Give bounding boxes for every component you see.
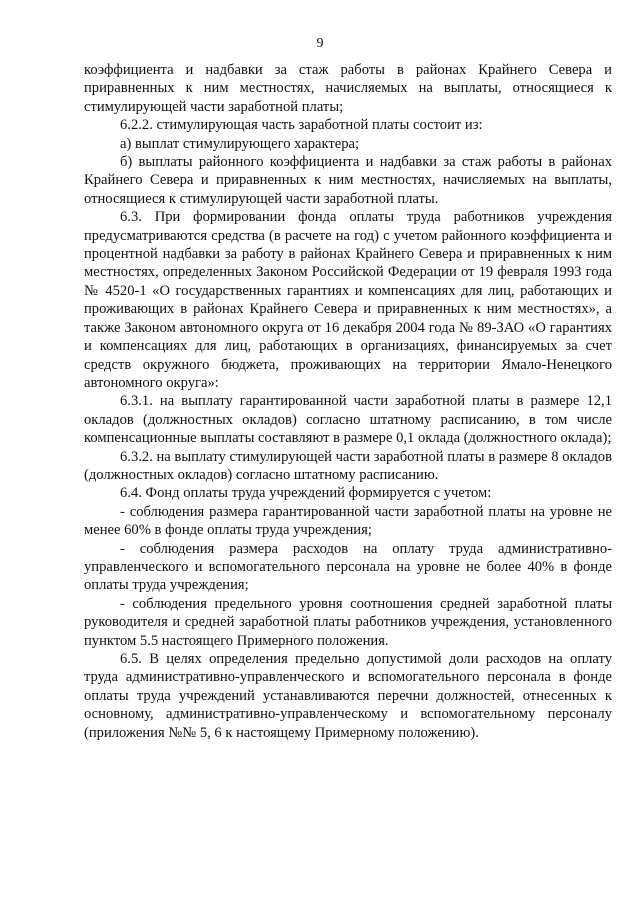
paragraph-6-4-item-1: - соблюдения размера гарантированной части заработной платы на уровне не менее 60% в фонде оплаты труда учреждения; — [84, 503, 612, 539]
paragraph-6-3-2: 6.3.2. на выплату стимулирующей части заработной платы в размере 8 окладов (должностных окладов) согласно штатному расписанию. — [84, 448, 612, 483]
document-body — [84, 61, 612, 742]
paragraph-6-3: 6.3. При формировании фонда оплаты труда работников учреждения предусматриваются средства (в расчете на год) с учетом районного коэффициента и процентной надбавки за работу в районах Крайнего Севера и приравненных к ним местностях, определенных Законом Российской Федерации от 19 февраля 1993 года № 4520-1 «О государственных гарантиях и компенсациях для лиц, работающих и проживающих в районах Крайнего Севера и приравненных к ним местностях», а также Законом автономного округа от 16 декабря 2004 года № 89-ЗАО «О гарантиях и компенсациях для лиц, работающих в организациях, финансируемых за счет средств окружного бюджета, проживающих на территории Ямало-Ненецкого автономного округа»: — [84, 209, 612, 391]
paragraph-6-2-2: 6.2.2. стимулирующая часть заработной платы состоит из: — [120, 117, 483, 134]
page-number: 9 — [316, 36, 324, 51]
paragraph-6-2-2-a: а) выплат стимулирующего характера; — [120, 135, 360, 152]
paragraph-continuation: коэффициента и надбавки за стаж работы в районах Крайнего Севера и приравненных к ним местностях, начисляемых на выплаты, относящиеся к стимулирующей части заработной платы; — [84, 62, 612, 115]
paragraph-6-2-2-b: б) выплаты районного коэффициента и надбавки за стаж работы в районах Крайнего Севера и приравненных к ним местностях, начисляемых на выплаты, относящиеся к стимулирующей части заработной платы. — [84, 154, 612, 207]
paragraph-6-4: 6.4. Фонд оплаты труда учреждений формируется с учетом: — [120, 485, 492, 502]
paragraph-6-4-item-3: - соблюдения предельного уровня соотношения средней заработной платы руководителя и средней заработной платы работников учреждения, установленного пунктом 5.5 настоящего Примерного положения. — [84, 595, 612, 649]
paragraph-6-5: 6.5. В целях определения предельно допустимой доли расходов на оплату труда административно-управленческого и вспомогательного персонала в фонде оплаты труда учреждений устанавливаются перечни должностей, отнесенных к основному, административно-управленческому и вспомогательному персоналу (приложения №№ 5, 6 к настоящему Примерному положению). — [84, 651, 612, 741]
paragraph-6-3-1: 6.3.1. на выплату гарантированной части заработной платы в размере 12,1 окладов (должностных окладов) согласно штатному расписанию, в том числе компенсационные выплаты составляют в размере 0,1 оклада (должностного оклада); — [84, 393, 612, 447]
paragraph-6-4-item-2: - соблюдения размера расходов на оплату труда административно-управленческого и вспомогательного персонала на уровне не более 40% в фонде оплаты труда учреждения; — [84, 540, 612, 594]
